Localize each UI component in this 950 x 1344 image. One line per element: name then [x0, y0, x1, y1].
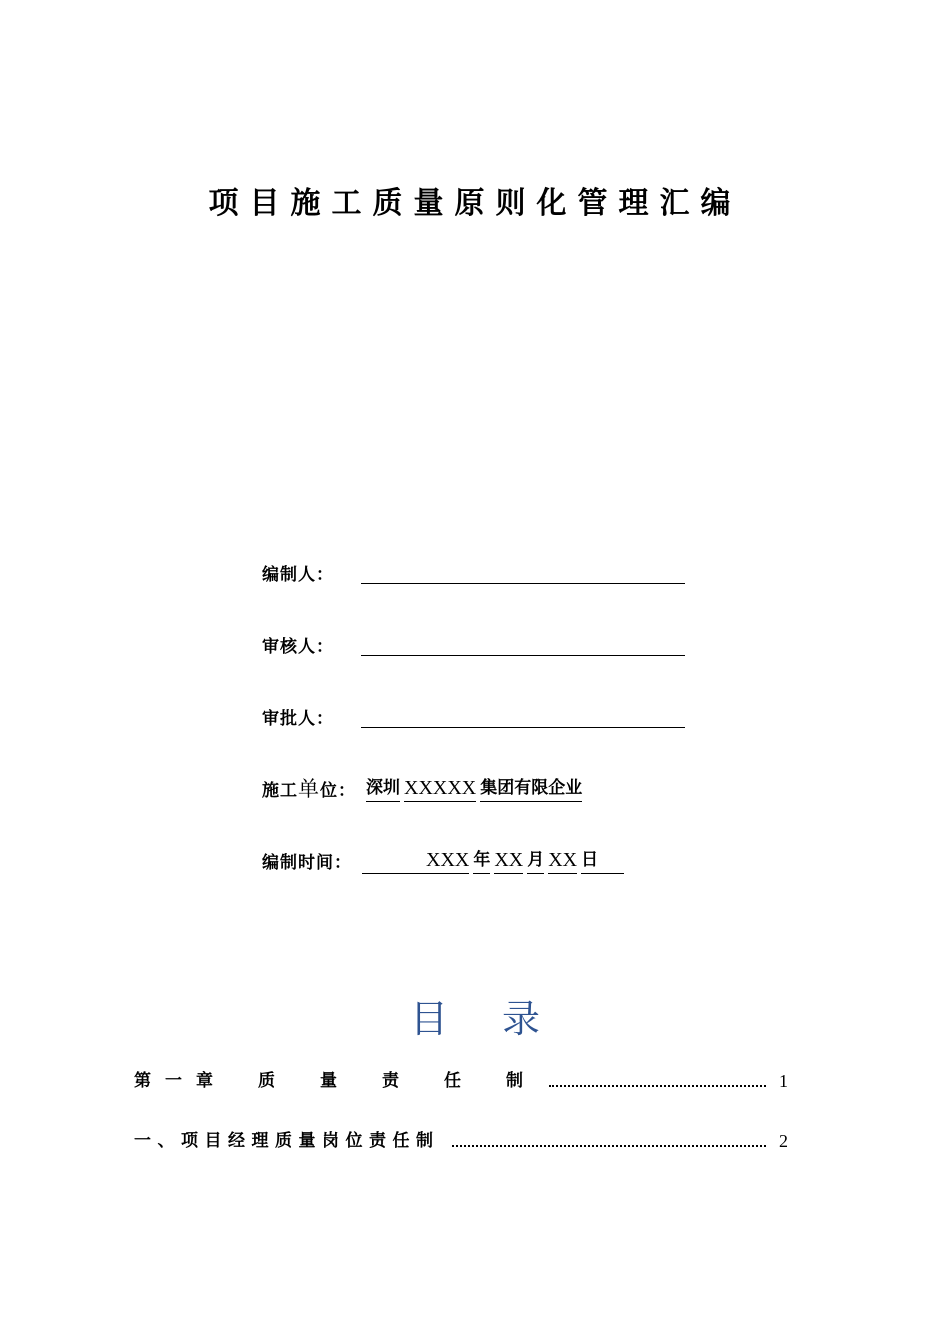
compiler-label: 编制人：: [262, 565, 334, 585]
time-year-suffix: 年: [473, 849, 490, 874]
approver-label: 审批人：: [262, 709, 334, 729]
toc-entry-text: 一、项目经理质量岗位责任制: [134, 1131, 440, 1151]
compiler-row: [262, 556, 334, 586]
toc-leader-dots: [452, 1145, 767, 1147]
toc-entry-page: 2: [779, 1131, 788, 1151]
reviewer-row: [262, 628, 334, 658]
reviewer-label: 审核人：: [262, 637, 334, 657]
toc-entry[interactable]: [134, 1124, 788, 1152]
toc-title: [0, 988, 950, 1043]
toc-entry-page: 1: [779, 1071, 788, 1091]
unit-value-suffix: 集团有限企业: [480, 777, 582, 802]
time-day-suffix: 日: [581, 849, 624, 874]
approver-row: [262, 700, 334, 730]
toc-title-char-2: 录: [502, 997, 541, 1041]
toc-leader-dots: [549, 1085, 766, 1087]
toc-entry[interactable]: [134, 1064, 788, 1092]
document-title: 项目施工质量原则化管理汇编: [208, 186, 742, 221]
time-year: XXX: [362, 849, 469, 874]
unit-value-name: XXXXX: [404, 777, 476, 802]
reviewer-blank-line[interactable]: [361, 655, 685, 656]
toc-entry-text: 第一章 质 量 责 任 制: [134, 1071, 537, 1091]
compiler-blank-line[interactable]: [361, 583, 685, 584]
time-month-suffix: 月: [527, 849, 544, 874]
unit-value-city: 深圳: [366, 777, 400, 802]
time-day: XX: [548, 849, 577, 874]
time-month: XX: [494, 849, 523, 874]
toc-title-char-1: 目: [409, 997, 448, 1041]
time-row: [262, 844, 624, 874]
approver-blank-line[interactable]: [361, 727, 685, 728]
unit-label: 施工单位：: [262, 777, 356, 801]
unit-row: [262, 772, 582, 802]
time-label: 编制时间：: [262, 853, 352, 873]
